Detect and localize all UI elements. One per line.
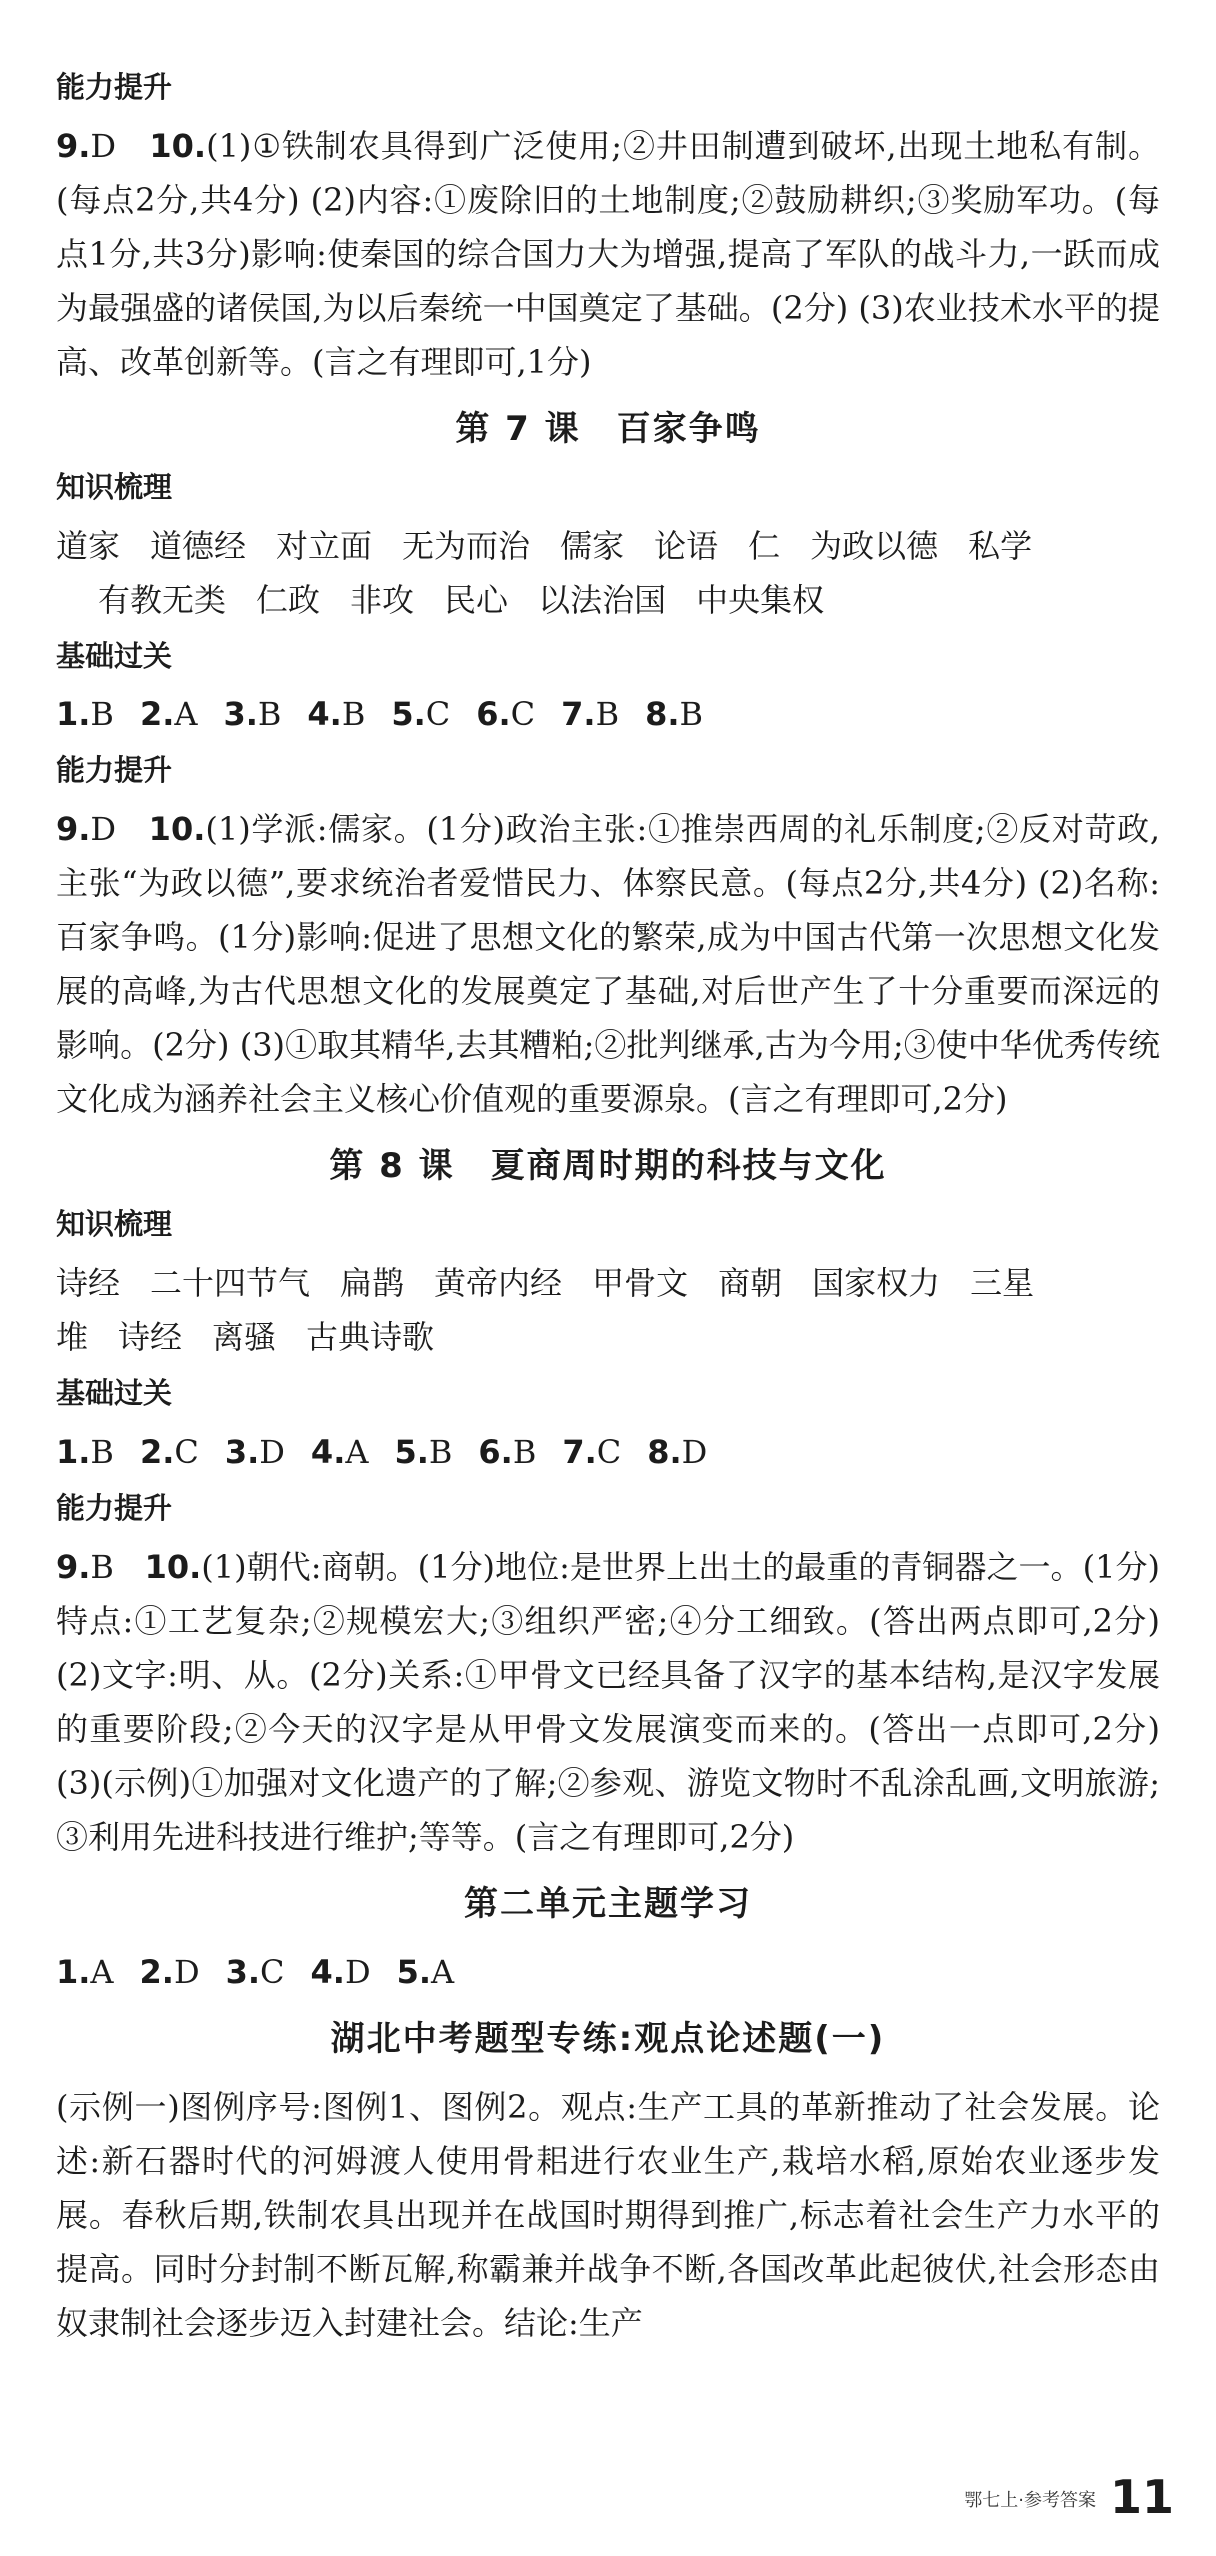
answer-letter: B [595, 695, 620, 734]
answer-item [311, 1425, 369, 1479]
answer-letter: A [345, 1432, 369, 1471]
answer-letter: B [512, 1432, 537, 1471]
terms-line [56, 573, 1160, 627]
question-number: 2. [139, 1432, 175, 1471]
question-number: 3. [223, 695, 258, 734]
answer-paragraph [56, 2080, 1160, 2350]
question-number: 5. [396, 1952, 432, 1991]
question-number: 8. [645, 695, 680, 734]
question-number: 7. [561, 695, 596, 734]
footer-label: 鄂七上·参考答案 [964, 2490, 1096, 2511]
answer-letter: B [428, 1432, 453, 1471]
answer-letter: D [344, 1952, 371, 1991]
answer-item [647, 1425, 707, 1479]
answer-item [561, 687, 619, 741]
term: 道德经 [150, 526, 247, 565]
term: 对立面 [276, 526, 373, 565]
answer-item [476, 687, 535, 741]
term: 古典诗歌 [306, 1317, 435, 1356]
answer-letter: D [90, 126, 117, 165]
answer-item [394, 1425, 452, 1479]
answer-item [140, 687, 198, 741]
question-number: 10. [144, 1547, 202, 1586]
term: 中央集权 [696, 580, 825, 619]
answer-item [226, 1945, 285, 1999]
answer-text: (示例一)图例序号:图例1、图例2。观点:生产工具的革新推动了社会发展。论述:新石器时代的河姆渡人使用骨耜进行农业生产,栽培水稻,原始农业逐步发展。春秋后期,铁制农具出现并在战国时期得到推广,标志着社会生产力水平的提高。同时分封制不断瓦解,称霸兼并战争不断,各国改革此起彼伏,社会形态由奴隶制社会逐步迈入封建社会。结论:生产 [56, 2087, 1160, 2342]
page-footer [964, 2470, 1174, 2524]
section-label-basic: 基础过关 [56, 1375, 173, 1410]
answer-list [56, 1425, 1160, 1479]
answer-item [140, 1945, 200, 1999]
term: 商朝 [718, 1263, 783, 1302]
answer-item [56, 1945, 114, 1999]
term: 有教无类 [98, 580, 227, 619]
section-label-ability: 能力提升 [56, 753, 173, 788]
term: 道家 [56, 526, 121, 565]
question-number: 4. [310, 1432, 346, 1471]
page-number: 11 [1109, 2470, 1174, 2524]
term: 诗经 [56, 1263, 121, 1302]
term: 以法治国 [538, 580, 667, 619]
answer-item [223, 687, 281, 741]
answer-letter: A [174, 695, 198, 734]
terms-line [56, 1310, 1160, 1364]
answer-letter: B [90, 1432, 114, 1471]
term: 非攻 [350, 580, 415, 619]
term: 私学 [968, 526, 1033, 565]
answer-text: (1)学派:儒家。(1分)政治主张:①推崇西周的礼乐制度;②反对苛政,主张“为政以德”,要求统治者爱惜民力、体察民意。(每点2分,共4分) (2)名称:百家争鸣。(1分)影响:促进了思想文化的繁荣,成为中国古代第一次思想文化发展的高峰,为古代思想文化的发展奠定了基础,对后世产生了十分重要而深远的影响。(2分) (3)①取其精华,去其糟粕;②批判继承,古为今用;③使中华优秀传统文化成为涵养社会主义核心价值观的重要源泉。(言之有理即可,2分) [56, 810, 1160, 1119]
section-label-ability: 能力提升 [56, 70, 173, 104]
term: 二十四节气 [150, 1263, 311, 1302]
question-number: 10. [149, 126, 207, 165]
answer-letter: B [90, 1547, 114, 1586]
question-number: 3. [224, 1432, 260, 1471]
answer-letter: D [90, 810, 117, 849]
answer-letter: A [431, 1952, 455, 1991]
question-number: 4. [307, 695, 342, 734]
answer-item [311, 1945, 371, 1999]
question-number: 1. [56, 1952, 91, 1991]
answer-letter: A [90, 1952, 114, 1991]
answer-text: (1)①铁制农具得到广泛使用;②井田制遭到破坏,出现土地私有制。(每点2分,共4分) (2)内容:①废除旧的土地制度;②鼓励耕织;③奖励军功。(每点1分,共3分)影响:使秦国的综合国力大为增强,提高了军队的战斗力,一跃而成为最强盛的诸侯国,为以后秦统一中国奠定了基础。(2分) (3)农业技术水平的提高、改革创新等。(言之有理即可,1分) [56, 126, 1160, 381]
answer-item [56, 1425, 114, 1479]
question-number: 5. [394, 1432, 429, 1471]
section-label-ability: 能力提升 [56, 1490, 173, 1525]
terms-line [56, 1256, 1160, 1310]
answer-paragraph [56, 119, 1160, 389]
term: 离骚 [212, 1317, 277, 1356]
hubei-practice-title: 湖北中考题型专练:观点论述题(一) [330, 2018, 886, 2059]
answer-list [56, 687, 1160, 741]
section-label-basic: 基础过关 [56, 638, 173, 673]
answer-item [391, 687, 450, 741]
term: 民心 [444, 580, 509, 619]
question-number: 5. [391, 695, 426, 734]
question-number: 1. [56, 1432, 91, 1471]
terms-line [56, 519, 1160, 573]
answer-item [397, 1945, 455, 1999]
question-number: 1. [56, 695, 91, 734]
answer-item [645, 687, 703, 741]
answer-letter: D [173, 1952, 200, 1991]
answer-letter: D [259, 1432, 285, 1471]
answer-letter: C [425, 695, 451, 734]
question-number: 6. [478, 1432, 513, 1471]
answer-list [56, 1945, 1160, 1999]
answer-letter: B [90, 695, 114, 734]
answer-item [140, 1425, 199, 1479]
term: 仁 [748, 526, 781, 565]
question-number: 9. [56, 1547, 91, 1586]
answer-letter: C [596, 1432, 622, 1471]
answer-letter: C [174, 1432, 199, 1471]
question-number: 3. [225, 1952, 261, 1991]
knowledge-terms [56, 1256, 1160, 1364]
question-number: 2. [139, 1952, 174, 1991]
answer-letter: C [510, 695, 536, 734]
question-number: 10. [148, 810, 206, 849]
question-number: 8. [647, 1432, 682, 1471]
term: 诗经 [118, 1317, 183, 1356]
term: 扁鹊 [340, 1263, 405, 1302]
answer-item [225, 1425, 285, 1479]
question-number: 9. [56, 810, 91, 849]
question-number: 2. [139, 695, 175, 734]
answer-letter: D [681, 1432, 708, 1471]
lesson-8-title: 第 8 课 夏商周时期的科技与文化 [329, 1146, 887, 1187]
term: 国家权力 [812, 1263, 941, 1302]
answer-letter: B [679, 695, 704, 734]
question-number: 7. [562, 1432, 597, 1471]
answer-letter: B [341, 695, 366, 734]
question-number: 6. [476, 695, 511, 734]
answer-item [307, 687, 365, 741]
knowledge-terms [56, 519, 1160, 627]
answer-paragraph [56, 1540, 1160, 1864]
question-number: 9. [56, 126, 91, 165]
answer-item [478, 1425, 536, 1479]
answer-paragraph [56, 802, 1160, 1126]
lesson-7-title: 第 7 课 百家争鸣 [455, 408, 761, 449]
term: 黄帝内经 [434, 1263, 563, 1302]
section-label-knowledge: 知识梳理 [56, 1207, 173, 1242]
term: 三星 [970, 1263, 1035, 1302]
answer-letter: B [257, 695, 282, 734]
answer-text: (1)朝代:商朝。(1分)地位:是世界上出土的最重的青铜器之一。(1分)特点:①工艺复杂;②规模宏大;③组织严密;④分工细致。(答出两点即可,2分) (2)文字:明、从。(2分)关系:①甲骨文已经具备了汉字的基本结构,是汉字发展的重要阶段;②今天的汉字是从甲骨文发展演变而来的。(答出一点即可,2分) (3)(示例)①加强对文化遗产的了解;②参观、游览文物时不乱涂乱画,文明旅游;③利用先进科技进行维护;等等。(言之有理即可,2分) [56, 1547, 1160, 1856]
answer-page [56, 70, 1160, 2362]
question-number: 4. [310, 1952, 345, 1991]
answer-letter: C [260, 1952, 285, 1991]
term: 儒家 [560, 526, 625, 565]
answer-item [56, 687, 114, 741]
term: 为政以德 [810, 526, 939, 565]
unit-2-title: 第二单元主题学习 [464, 1883, 752, 1924]
term: 堆 [56, 1317, 89, 1356]
term: 仁政 [256, 580, 321, 619]
term: 论语 [654, 526, 719, 565]
term: 无为而治 [402, 526, 531, 565]
section-label-knowledge: 知识梳理 [56, 469, 173, 504]
term: 甲骨文 [592, 1263, 689, 1302]
answer-item [562, 1425, 621, 1479]
